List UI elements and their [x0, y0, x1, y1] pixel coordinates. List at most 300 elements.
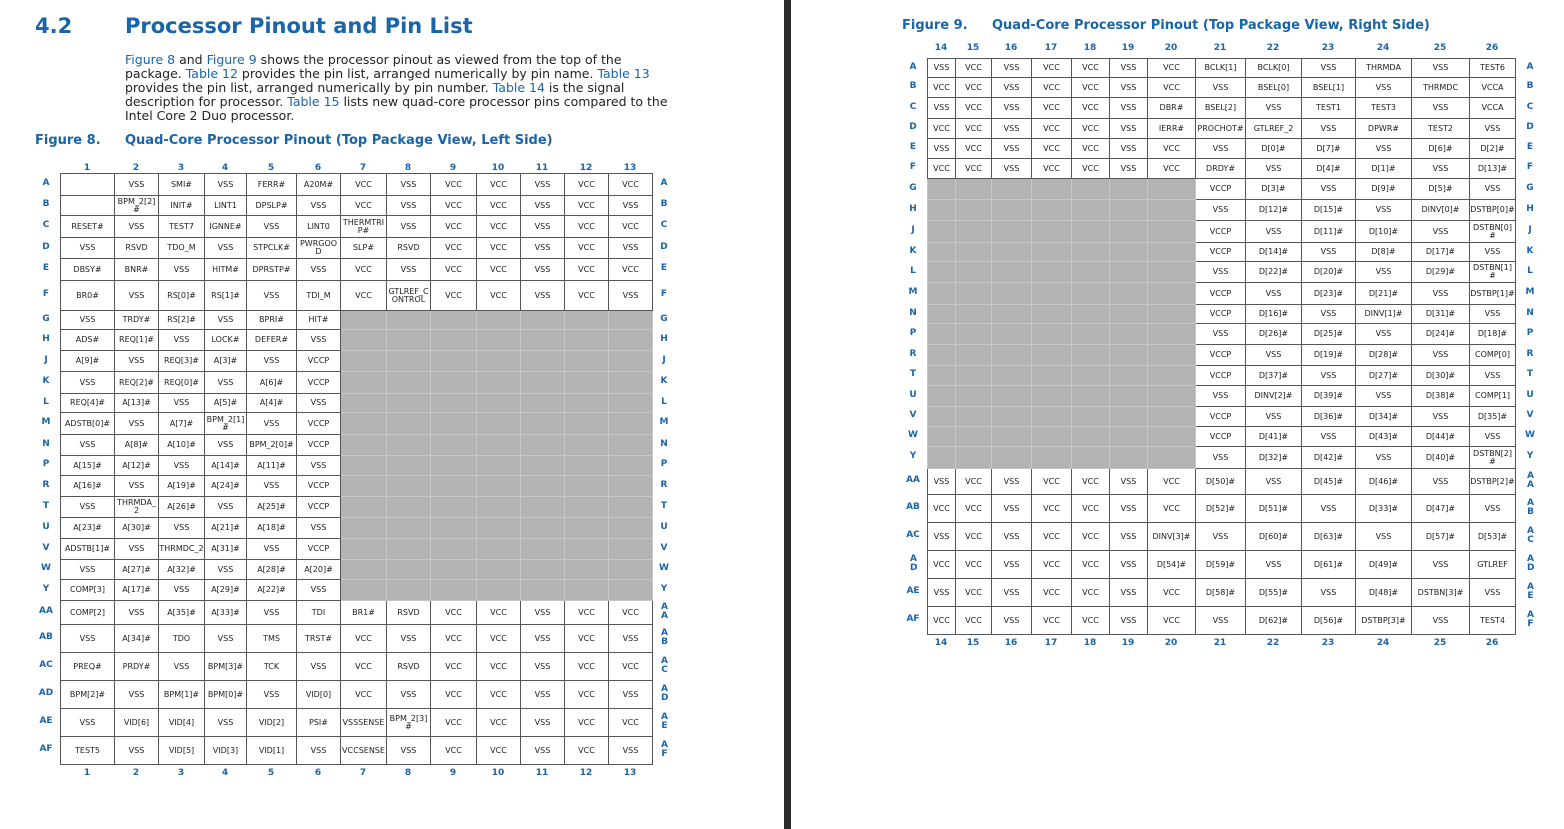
pin-row-T: [61, 497, 653, 518]
unpopulated-cell: [387, 518, 431, 539]
unpopulated-cell: [956, 262, 992, 283]
pin-cell: DSTBN[0]#: [1470, 221, 1516, 243]
pin-cell: VCC: [1032, 579, 1072, 607]
row-label-right: AC: [661, 656, 668, 675]
row-label-left: H: [42, 334, 50, 344]
pin-cell: DSTBN[2]#: [1470, 447, 1516, 469]
row-label-right: L: [1527, 266, 1533, 276]
row-label-right: E: [660, 263, 668, 273]
pin-cell: A[30]#: [115, 518, 159, 539]
pin-cell: VSS: [205, 625, 247, 653]
pin-row-R: [928, 345, 1516, 366]
column-label-top: 17: [1044, 43, 1058, 53]
pin-cell: VSS: [1412, 407, 1470, 427]
pin-cell: RS[2]#: [159, 311, 205, 330]
intro-link[interactable]: Figure 8: [125, 52, 176, 67]
unpopulated-cell: [1072, 345, 1110, 366]
pin-cell: COMP[0]: [1470, 345, 1516, 366]
pin-cell: VSS: [247, 539, 297, 560]
pin-cell: D[17]#: [1412, 243, 1470, 262]
intro-paragraph: [125, 53, 680, 123]
unpopulated-cell: [431, 394, 477, 413]
pin-cell: D[39]#: [1302, 386, 1356, 407]
row-label-right: AE: [1527, 582, 1534, 601]
pin-cell: SLP#: [341, 238, 387, 259]
pin-cell: D[1]#: [1356, 159, 1412, 179]
pin-row-Y: [928, 447, 1516, 469]
row-label-left: A: [42, 178, 50, 188]
pin-cell: D[26]#: [1246, 324, 1302, 345]
pin-cell: THRMDA_2: [115, 497, 159, 518]
pin-cell: D[43]#: [1356, 427, 1412, 447]
pin-cell: THRMDC_2: [159, 539, 205, 560]
pin-cell: VCC: [477, 681, 521, 709]
pin-cell: D[14]#: [1246, 243, 1302, 262]
pin-cell: VCC: [1072, 523, 1110, 551]
row-label-left: C: [909, 102, 917, 112]
pin-cell: A[28]#: [247, 560, 297, 580]
pin-row-AF: [928, 607, 1516, 635]
pin-cell: REQ[0]#: [159, 372, 205, 394]
column-label-bottom: 7: [359, 768, 367, 778]
pin-cell: VSS: [1246, 551, 1302, 579]
unpopulated-cell: [1148, 262, 1196, 283]
pin-cell: VSS: [115, 351, 159, 372]
row-label-right: AF: [1527, 610, 1534, 629]
pin-cell: BSEL[0]: [1246, 78, 1302, 98]
pin-cell: VCC: [477, 737, 521, 765]
pin-cell: VCC: [609, 709, 653, 737]
row-label-left: AC: [906, 530, 920, 540]
pin-cell: INIT#: [159, 196, 205, 216]
pin-cell: VSS: [1356, 78, 1412, 98]
column-label-bottom: 16: [1004, 638, 1018, 648]
column-label-top: 14: [934, 43, 948, 53]
pin-cell: BNR#: [115, 259, 159, 281]
pin-cell: A[22]#: [247, 580, 297, 601]
intro-text: is the signal description for processor.: [125, 80, 625, 109]
unpopulated-cell: [1110, 407, 1148, 427]
column-label-top: 21: [1213, 43, 1227, 53]
pin-cell: VCC: [1072, 59, 1110, 78]
column-label-bottom: 22: [1266, 638, 1280, 648]
pin-cell: VSS: [159, 330, 205, 351]
pin-cell: VSS: [1246, 283, 1302, 305]
pin-row-A: [928, 59, 1516, 78]
pin-cell: D[7]#: [1302, 139, 1356, 159]
pin-cell: VCC: [1032, 119, 1072, 139]
pin-cell: D[9]#: [1356, 179, 1412, 200]
row-label-right: A: [1526, 62, 1534, 72]
unpopulated-cell: [928, 305, 956, 324]
unpopulated-cell: [1148, 200, 1196, 221]
pin-cell: VSS: [609, 625, 653, 653]
row-label-left: J: [44, 355, 48, 365]
row-label-left: U: [42, 522, 50, 532]
unpopulated-cell: [609, 311, 653, 330]
pin-cell: VCC: [1072, 98, 1110, 119]
pin-cell: A[12]#: [115, 456, 159, 476]
pin-cell: VSS: [1110, 523, 1148, 551]
intro-link[interactable]: Table 14: [492, 80, 545, 95]
column-label-top: 25: [1433, 43, 1447, 53]
pin-cell: REQ[3]#: [159, 351, 205, 372]
pin-cell: VSS: [521, 681, 565, 709]
pin-cell: D[40]#: [1412, 447, 1470, 469]
unpopulated-cell: [521, 580, 565, 601]
unpopulated-cell: [956, 283, 992, 305]
pin-cell: A[9]#: [61, 351, 115, 372]
pin-cell: RSVD: [387, 238, 431, 259]
pin-cell: VCCP: [297, 539, 341, 560]
pin-cell: VSS: [1302, 579, 1356, 607]
pin-cell: PRDY#: [115, 653, 159, 681]
unpopulated-cell: [521, 456, 565, 476]
pin-cell: VCC: [477, 259, 521, 281]
pin-cell: VSS: [1246, 159, 1302, 179]
pin-cell: TRST#: [297, 625, 341, 653]
unpopulated-cell: [1032, 366, 1072, 386]
pin-cell: BPM[3]#: [205, 653, 247, 681]
pin-cell: D[3]#: [1246, 179, 1302, 200]
unpopulated-cell: [1148, 345, 1196, 366]
unpopulated-cell: [431, 456, 477, 476]
pin-cell: VCC: [341, 653, 387, 681]
pin-row-L: [928, 262, 1516, 283]
pin-cell: A[29]#: [205, 580, 247, 601]
pin-cell: VCC: [1072, 607, 1110, 635]
pin-cell: D[60]#: [1246, 523, 1302, 551]
pin-cell: VID[2]: [247, 709, 297, 737]
unpopulated-cell: [1072, 262, 1110, 283]
unpopulated-cell: [609, 372, 653, 394]
column-label-bottom: 26: [1485, 638, 1499, 648]
pin-cell: VSS: [1356, 262, 1412, 283]
pin-cell: VCC: [1072, 551, 1110, 579]
pin-cell: VCC: [1032, 98, 1072, 119]
pin-cell: DINV[3]#: [1148, 523, 1196, 551]
intro-link[interactable]: Table 12: [185, 66, 238, 81]
unpopulated-cell: [387, 580, 431, 601]
unpopulated-cell: [992, 447, 1032, 469]
pin-cell: VCC: [609, 174, 653, 196]
row-label-left: G: [909, 183, 917, 193]
pin-cell: DSTBP[1]#: [1470, 283, 1516, 305]
pin-cell: VSS: [1246, 98, 1302, 119]
row-label-left: B: [909, 81, 917, 91]
pin-cell: A[6]#: [247, 372, 297, 394]
pin-cell: IGNNE#: [205, 216, 247, 238]
pin-cell: D[4]#: [1302, 159, 1356, 179]
row-label-left: N: [42, 439, 50, 449]
pin-cell: VCCP: [297, 476, 341, 497]
unpopulated-cell: [1110, 243, 1148, 262]
pin-cell: VCC: [609, 653, 653, 681]
pin-cell: VSS: [1246, 345, 1302, 366]
unpopulated-cell: [477, 311, 521, 330]
pin-cell: VSS: [1196, 262, 1246, 283]
pin-cell: D[36]#: [1302, 407, 1356, 427]
pin-row-AB: [928, 495, 1516, 523]
pin-cell: VSS: [205, 372, 247, 394]
row-label-left: K: [909, 246, 917, 256]
pin-cell: VCC: [431, 238, 477, 259]
pin-cell: D[37]#: [1246, 366, 1302, 386]
unpopulated-cell: [565, 580, 609, 601]
row-label-left: V: [909, 410, 917, 420]
intro-link[interactable]: Table 15: [287, 94, 340, 109]
unpopulated-cell: [992, 345, 1032, 366]
pin-cell: VCC: [609, 259, 653, 281]
unpopulated-cell: [956, 447, 992, 469]
unpopulated-cell: [1110, 200, 1148, 221]
row-label-right: C: [1526, 102, 1534, 112]
row-label-left: R: [909, 349, 917, 359]
pin-cell: VCC: [431, 625, 477, 653]
pin-cell: VSS: [521, 653, 565, 681]
pin-cell: VCC: [1072, 495, 1110, 523]
unpopulated-cell: [609, 560, 653, 580]
unpopulated-cell: [477, 476, 521, 497]
pin-cell: D[13]#: [1470, 159, 1516, 179]
pin-cell: D[57]#: [1412, 523, 1470, 551]
pin-cell: DSTBP[3]#: [1356, 607, 1412, 635]
unpopulated-cell: [928, 243, 956, 262]
unpopulated-cell: [609, 435, 653, 456]
row-label-right: W: [659, 563, 669, 573]
row-label-right: G: [1526, 183, 1534, 193]
unpopulated-cell: [992, 324, 1032, 345]
pin-cell: VSS: [1110, 159, 1148, 179]
pin-cell: VCC: [1032, 495, 1072, 523]
unpopulated-cell: [609, 330, 653, 351]
pin-cell: VCC: [1032, 139, 1072, 159]
unpopulated-cell: [1072, 386, 1110, 407]
unpopulated-cell: [1072, 447, 1110, 469]
pin-row-W: [928, 427, 1516, 447]
unpopulated-cell: [477, 518, 521, 539]
unpopulated-cell: [341, 394, 387, 413]
pin-cell: VCC: [477, 238, 521, 259]
column-label-bottom: 10: [491, 768, 505, 778]
pin-cell: VCC: [1072, 139, 1110, 159]
pin-cell: VSS: [1110, 98, 1148, 119]
unpopulated-cell: [1148, 283, 1196, 305]
pin-cell: VCC: [565, 625, 609, 653]
column-label-top: 24: [1376, 43, 1390, 53]
pin-cell: D[31]#: [1412, 305, 1470, 324]
pin-cell: D[25]#: [1302, 324, 1356, 345]
pin-row-E: [928, 139, 1516, 159]
pin-cell: VSS: [387, 625, 431, 653]
pin-cell: VSS: [297, 580, 341, 601]
pin-cell: D[27]#: [1356, 366, 1412, 386]
pin-cell: DINV[1]#: [1356, 305, 1412, 324]
pin-cell: VSS: [521, 174, 565, 196]
row-label-left: F: [42, 289, 50, 299]
pin-cell: VSS: [1110, 607, 1148, 635]
unpopulated-cell: [928, 262, 956, 283]
unpopulated-cell: [521, 311, 565, 330]
unpopulated-cell: [1072, 243, 1110, 262]
unpopulated-cell: [477, 351, 521, 372]
intro-link[interactable]: Table 13: [597, 66, 650, 81]
row-label-right: F: [660, 289, 668, 299]
unpopulated-cell: [341, 497, 387, 518]
intro-text: shows the processor pinout as viewed from the top of the package.: [125, 52, 622, 81]
unpopulated-cell: [387, 311, 431, 330]
column-label-top: 26: [1485, 43, 1499, 53]
pin-cell: VCCP: [1196, 221, 1246, 243]
pin-cell: VSS: [1470, 179, 1516, 200]
pin-cell: VSS: [61, 372, 115, 394]
pin-cell: VSS: [928, 139, 956, 159]
pin-cell: VSS: [1110, 469, 1148, 495]
pin-cell: VSS: [521, 216, 565, 238]
intro-link[interactable]: Figure 9: [206, 52, 257, 67]
pin-cell: VSS: [115, 216, 159, 238]
unpopulated-cell: [1072, 200, 1110, 221]
row-label-left: D: [42, 242, 50, 252]
pin-cell: VSS: [387, 681, 431, 709]
unpopulated-cell: [565, 413, 609, 435]
row-label-right: U: [1526, 390, 1534, 400]
pin-cell: VCC: [956, 119, 992, 139]
unpopulated-cell: [521, 351, 565, 372]
pin-cell: A[7]#: [159, 413, 205, 435]
pin-row-P: [928, 324, 1516, 345]
pin-cell: VSS: [1110, 119, 1148, 139]
column-label-bottom: 13: [623, 768, 637, 778]
unpopulated-cell: [956, 386, 992, 407]
unpopulated-cell: [1072, 179, 1110, 200]
unpopulated-cell: [431, 539, 477, 560]
pin-cell: D[55]#: [1246, 579, 1302, 607]
pin-cell: A[35]#: [159, 601, 205, 625]
pin-cell: VCC: [565, 737, 609, 765]
pin-cell: VCC: [341, 259, 387, 281]
row-label-left: E: [909, 142, 917, 152]
unpopulated-cell: [1032, 200, 1072, 221]
pin-cell: VSS: [205, 497, 247, 518]
pin-cell: THRMDA: [1356, 59, 1412, 78]
pin-cell: VSS: [992, 139, 1032, 159]
pin-cell: VSS: [992, 78, 1032, 98]
row-label-left: T: [42, 501, 50, 511]
pin-cell: VSS: [247, 681, 297, 709]
row-label-right: AB: [1527, 498, 1534, 517]
pin-cell: VSS: [609, 737, 653, 765]
pin-cell: VCC: [341, 625, 387, 653]
pin-cell: A[19]#: [159, 476, 205, 497]
unpopulated-cell: [1148, 305, 1196, 324]
pin-row-F: [928, 159, 1516, 179]
unpopulated-cell: [609, 497, 653, 518]
column-label-bottom: 14: [934, 638, 948, 648]
pin-cell: VSS: [1110, 579, 1148, 607]
row-label-left: L: [910, 266, 916, 276]
unpopulated-cell: [609, 413, 653, 435]
pin-cell: D[16]#: [1246, 305, 1302, 324]
column-label-bottom: 6: [314, 768, 322, 778]
column-label-top: 23: [1321, 43, 1335, 53]
figure8-title: Quad-Core Processor Pinout (Top Package View, Left Side): [125, 133, 553, 148]
unpopulated-cell: [928, 283, 956, 305]
pin-row-Y: [61, 580, 653, 601]
pin-cell: VSS: [297, 394, 341, 413]
pin-cell: VSS: [609, 281, 653, 311]
pin-cell: BPM[0]#: [205, 681, 247, 709]
pin-row-L: [61, 394, 653, 413]
unpopulated-cell: [1110, 179, 1148, 200]
pin-cell: A[27]#: [115, 560, 159, 580]
pin-cell: VCC: [341, 281, 387, 311]
unpopulated-cell: [341, 311, 387, 330]
pin-cell: D[61]#: [1302, 551, 1356, 579]
unpopulated-cell: [477, 435, 521, 456]
column-label-bottom: 3: [177, 768, 185, 778]
pin-cell: D[44]#: [1412, 427, 1470, 447]
pin-cell: COMP[3]: [61, 580, 115, 601]
unpopulated-cell: [431, 560, 477, 580]
pin-cell: HIT#: [297, 311, 341, 330]
intro-text: provides the pin list, arranged numerically by pin name.: [237, 66, 598, 81]
row-label-right: W: [1525, 430, 1535, 440]
pin-row-K: [928, 243, 1516, 262]
pin-cell: VSS: [609, 238, 653, 259]
pin-cell: VCC: [956, 469, 992, 495]
unpopulated-cell: [431, 518, 477, 539]
pin-cell: DSTBN[1]#: [1470, 262, 1516, 283]
pin-cell: STPCLK#: [247, 238, 297, 259]
column-label-bottom: 12: [579, 768, 593, 778]
pin-cell: BPM_2[0]#: [247, 435, 297, 456]
row-label-right: M: [1525, 287, 1535, 297]
unpopulated-cell: [992, 200, 1032, 221]
unpopulated-cell: [1072, 407, 1110, 427]
pin-cell: D[42]#: [1302, 447, 1356, 469]
unpopulated-cell: [928, 221, 956, 243]
figure8-caption: [35, 133, 553, 148]
unpopulated-cell: [992, 366, 1032, 386]
pin-cell: VCC: [565, 653, 609, 681]
unpopulated-cell: [1110, 427, 1148, 447]
pin-cell: VCC: [928, 78, 956, 98]
pin-cell: VCCP: [1196, 407, 1246, 427]
row-label-right: AB: [661, 628, 668, 647]
row-label-left: N: [909, 308, 917, 318]
column-label-bottom: 23: [1321, 638, 1335, 648]
pin-cell: VCC: [341, 681, 387, 709]
pin-cell: D[22]#: [1246, 262, 1302, 283]
pin-cell: VSS: [1356, 139, 1412, 159]
unpopulated-cell: [1110, 447, 1148, 469]
unpopulated-cell: [565, 372, 609, 394]
pin-cell: VSS: [387, 737, 431, 765]
pin-cell: VSS: [205, 311, 247, 330]
unpopulated-cell: [992, 407, 1032, 427]
pin-cell: VCCP: [1196, 179, 1246, 200]
pin-cell: VSS: [1302, 366, 1356, 386]
unpopulated-cell: [992, 305, 1032, 324]
pin-cell: VSS: [1412, 221, 1470, 243]
pin-cell: REQ[1]#: [115, 330, 159, 351]
unpopulated-cell: [565, 435, 609, 456]
section-number: 4.2: [35, 14, 73, 38]
unpopulated-cell: [1032, 407, 1072, 427]
pin-cell: D[45]#: [1302, 469, 1356, 495]
pin-cell: VCCP: [1196, 283, 1246, 305]
